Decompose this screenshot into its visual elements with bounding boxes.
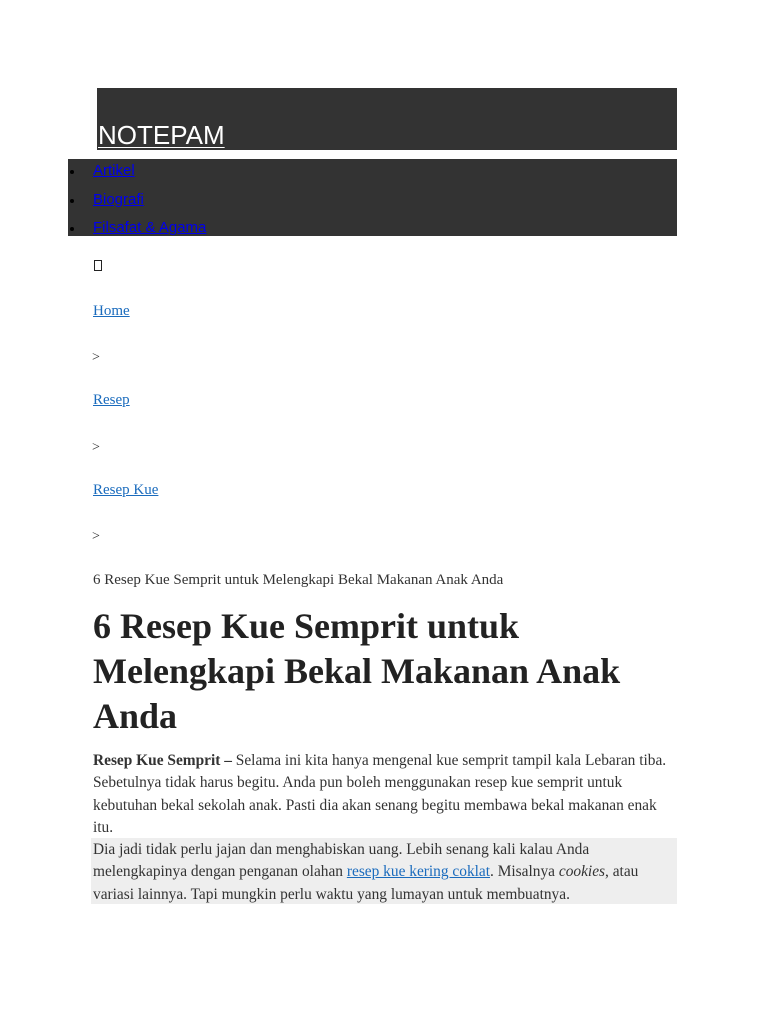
breadcrumb-home-link[interactable]: Home [93,303,130,319]
breadcrumb-separator: > [92,529,100,544]
article-paragraph [93,750,673,839]
paragraph-lead: Resep Kue Semprit – [93,752,232,769]
article-paragraph [93,839,673,906]
home-icon [94,260,102,271]
paragraph-text: Selama ini kita hanya mengenal kue semprit tampil kala Lebaran tiba. Sebetulnya tidak harus begitu. Anda pun boleh menggunakan resep kue semprit untuk kebutuhan bekal sekolah anak. Pasti dia akan senang begitu membawa bekal makanan enak itu. [93,752,667,836]
nav-link-filsafat-agama[interactable]: Filsafat & Agama [93,219,207,236]
article-title: 6 Resep Kue Semprit untuk Melengkapi Bekal Makanan Anak Anda [93,606,621,736]
bullet-icon [70,227,74,231]
site-title-link[interactable]: NOTEPAM [98,120,225,150]
breadcrumb-separator: > [92,440,100,455]
bullet-icon [70,199,74,203]
paragraph-italic: cookies [558,863,606,881]
bullet-icon [70,170,74,174]
paragraph-text: . Misalnya [490,863,559,881]
nav-link-biografi[interactable]: Biografi [93,190,144,208]
paragraph-text: Dia jadi tidak perlu jajan dan menghabiskan uang. Lebih senang kali kalau Anda melengkapinya dengan penganan olahan [93,841,590,881]
breadcrumb-separator: > [92,350,100,365]
breadcrumb-resep-link[interactable]: Resep [93,392,130,408]
breadcrumb-resep-kue-link[interactable]: Resep Kue [93,482,159,498]
recipe-link[interactable]: resep kue kering coklat [346,863,491,881]
nav-link-artikel[interactable]: Artikel [93,162,135,179]
breadcrumb-current: 6 Resep Kue Semprit untuk Melengkapi Bekal Makanan Anak Anda [93,572,504,588]
paragraph-text: , atau variasi lainnya. Tapi mungkin perlu waktu yang lumayan untuk membuatnya. [93,863,639,903]
